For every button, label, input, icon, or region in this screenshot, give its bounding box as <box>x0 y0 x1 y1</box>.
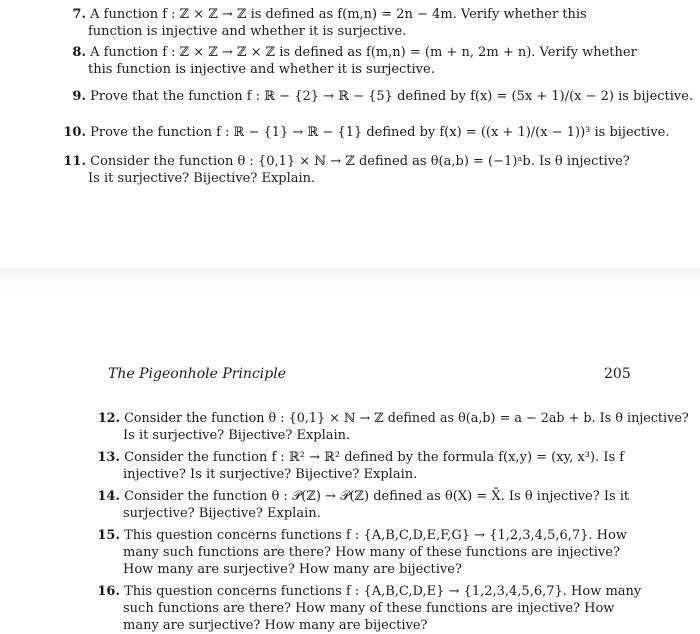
problem-number: 8. <box>72 45 86 60</box>
page-number: 205 <box>604 366 631 382</box>
problem-text: Prove the function f : ℝ − {1} → ℝ − {1} defined by f(x) = ((x + 1)/(x − 1))³ is bijective. <box>90 125 670 140</box>
problem-number: 13. <box>97 450 120 465</box>
problem-15-line2: many such functions are there? How many of these functions are injective? <box>123 545 620 560</box>
problem-16-line3: many are surjective? How many are bijective? <box>123 618 428 633</box>
problem-text: Consider the function θ : {0,1} × ℕ → ℤ defined as θ(a,b) = (−1)ᵃb. Is θ injective? <box>90 154 630 169</box>
problem-text: A function f : ℤ × ℤ → ℤ × ℤ is defined as f(m,n) = (m + n, 2m + n). Verify whether <box>90 45 637 60</box>
problem-number: 12. <box>97 411 120 426</box>
problem-number: 10. <box>63 125 86 140</box>
problem-11 <box>62 153 630 170</box>
problem-14-line2: surjective? Bijective? Explain. <box>123 506 321 521</box>
problem-number: 9. <box>72 89 86 104</box>
problem-16 <box>96 583 641 600</box>
problem-text: Consider the function f : ℝ² → ℝ² defined by the formula f(x,y) = (xy, x³). Is f <box>124 450 625 465</box>
problem-number: 16. <box>97 584 120 599</box>
problem-number: 11. <box>63 154 86 169</box>
problem-text: Consider the function θ : {0,1} × ℕ → ℤ defined as θ(a,b) = a − 2ab + b. Is θ injective? <box>124 411 689 426</box>
problem-10 <box>62 124 670 141</box>
problem-text: This question concerns functions f : {A,B,C,D,E,F,G} → {1,2,3,4,5,6,7}. How <box>124 528 627 543</box>
problem-16-line2: such functions are there? How many of these functions are injective? How <box>123 601 615 616</box>
problem-12-line2: Is it surjective? Bijective? Explain. <box>123 428 351 443</box>
problem-14 <box>96 488 629 505</box>
problem-12 <box>96 410 689 427</box>
problem-9 <box>70 88 693 105</box>
problem-text: A function f : ℤ × ℤ → ℤ is defined as f(m,n) = 2n − 4m. Verify whether this <box>90 7 587 22</box>
problem-text: Prove that the function f : ℝ − {2} → ℝ − {5} defined by f(x) = (5x + 1)/(x − 2) is bijective. <box>90 89 694 104</box>
running-header-title: The Pigeonhole Principle <box>108 366 286 382</box>
problem-number: 7. <box>72 7 86 22</box>
problem-number: 14. <box>97 489 120 504</box>
problem-text: This question concerns functions f : {A,B,C,D,E} → {1,2,3,4,5,6,7}. How many <box>124 584 642 599</box>
problem-15-line3: How many are surjective? How many are bijective? <box>123 562 462 577</box>
problem-text: Consider the function θ : 𝒫(ℤ) → 𝒫(ℤ) defined as θ(X) = X̄. Is θ injective? Is it <box>124 489 630 504</box>
problem-15 <box>96 527 627 544</box>
problem-13-line2: injective? Is it surjective? Bijective? Explain. <box>123 467 418 482</box>
problem-7-line2: function is injective and whether it is surjective. <box>88 24 407 39</box>
problem-8-line2: this function is injective and whether it is surjective. <box>88 62 435 77</box>
problem-8 <box>70 44 637 61</box>
problem-13 <box>96 449 624 466</box>
problem-number: 15. <box>97 528 120 543</box>
problem-7 <box>70 6 587 23</box>
problem-11-line2: Is it surjective? Bijective? Explain. <box>88 171 316 186</box>
page-gap <box>0 268 700 292</box>
